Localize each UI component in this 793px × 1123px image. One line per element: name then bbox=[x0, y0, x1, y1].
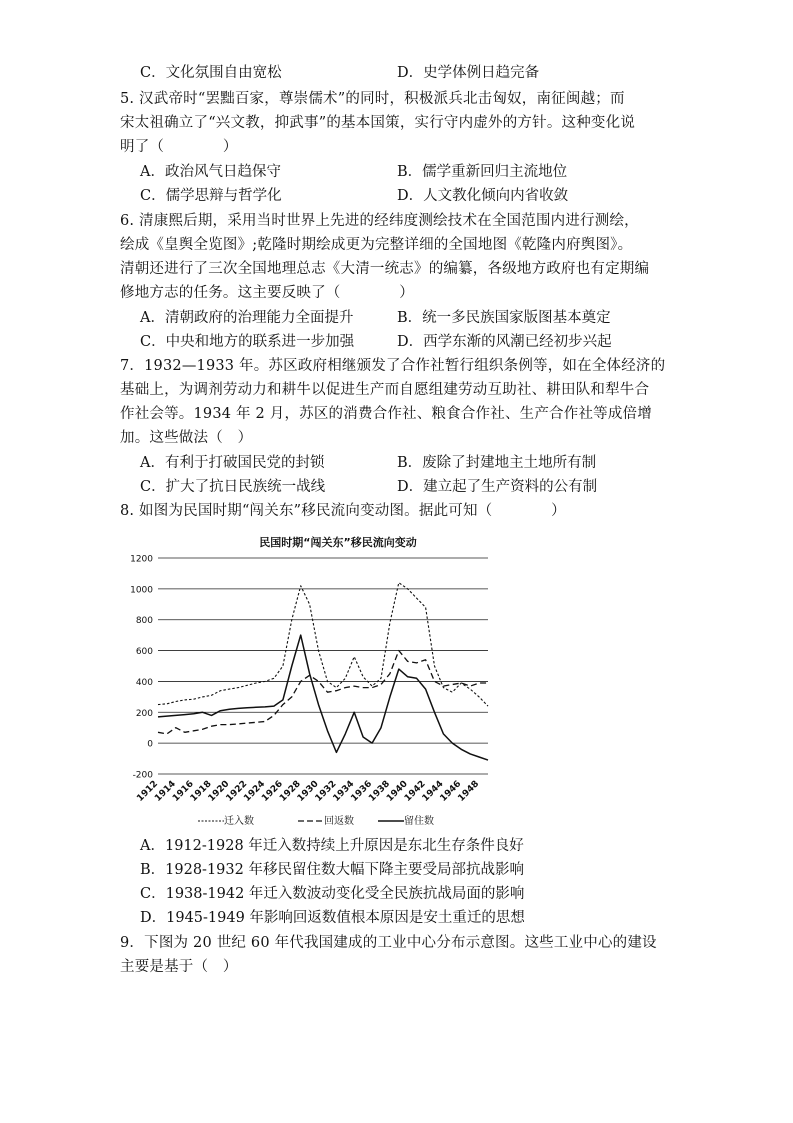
x-tick-label: 1932 bbox=[313, 779, 339, 804]
chart-title: 民国时期“闯关东”移民流向变动 bbox=[259, 536, 417, 549]
series-line-2 bbox=[158, 635, 488, 760]
x-tick-label: 1940 bbox=[385, 779, 410, 804]
x-tick-label: 1944 bbox=[420, 779, 446, 804]
y-tick-label: 200 bbox=[135, 708, 153, 719]
q5-stem-line-1: 5. 汉武帝时“罢黜百家，尊崇儒术”的同时，积极派兵北击匈奴，南征闽越；而 bbox=[120, 91, 625, 107]
q6-stem-line-4: 修地方志的任务。这主要反映了（ ） bbox=[120, 285, 414, 301]
x-tick-label: 1920 bbox=[206, 779, 232, 804]
chart-gridlines bbox=[158, 558, 488, 774]
q8-option-b: B．1928-1932 年移民留住数大幅下降主要受局部抗战影响 bbox=[140, 862, 524, 878]
legend-label-stay: 留住数 bbox=[404, 816, 434, 827]
y-tick-label: 400 bbox=[135, 677, 153, 688]
q8-stem: 8. 如图为民国时期“闯关东”移民流向变动图。据此可知（ ） bbox=[120, 503, 566, 519]
legend-swatch-stay bbox=[378, 818, 404, 824]
chart-y-axis bbox=[130, 555, 153, 781]
x-tick-label: 1916 bbox=[171, 779, 196, 804]
q4-option-c: C．文化氛围自由宽松 bbox=[140, 65, 282, 81]
q5-stem-line-3: 明了（ ） bbox=[120, 139, 238, 155]
q7-stem-line-2: 基础上，为调剂劳动力和耕牛以促进生产而自愿组建劳动互助社、耕田队和犁牛合 bbox=[120, 382, 650, 398]
x-tick-label: 1924 bbox=[242, 779, 268, 804]
y-tick-label: -200 bbox=[132, 770, 153, 781]
q7-stem-line-1: 7．1932—1933 年。苏区政府相继颁发了合作社暂行组织条例等，如在全体经济的 bbox=[120, 358, 666, 374]
x-tick-label: 1934 bbox=[331, 779, 357, 804]
legend-item-stay bbox=[378, 812, 434, 827]
q7-option-d: D．建立起了生产资料的公有制 bbox=[397, 479, 598, 495]
q6-stem-line-1: 6. 清康熙后期，采用当时世界上先进的经纬度测绘技术在全国范围内进行测绘， bbox=[120, 213, 639, 229]
q7-option-b: B．废除了封建地主土地所有制 bbox=[397, 455, 597, 471]
x-tick-label: 1912 bbox=[135, 779, 161, 804]
y-tick-label: 0 bbox=[147, 739, 153, 750]
q8-option-d: D．1945-1949 年影响回返数值根本原因是安土重迁的思想 bbox=[140, 910, 525, 926]
q7-option-c: C．扩大了抗日民族统一战线 bbox=[140, 479, 326, 495]
q8-option-c: C．1938-1942 年迁入数波动变化受全民族抗战局面的影响 bbox=[140, 886, 525, 902]
legend-swatch-return bbox=[298, 818, 324, 824]
q6-option-d: D．西学东渐的风潮已经初步兴起 bbox=[397, 334, 612, 350]
x-tick-label: 1918 bbox=[188, 779, 214, 804]
y-tick-label: 1200 bbox=[130, 554, 153, 565]
q5-option-b: B．儒学重新回归主流地位 bbox=[397, 164, 568, 180]
q6-stem-line-3: 清朝还进行了三次全国地理总志《大清一统志》的编纂，各级地方政府也有定期编 bbox=[120, 261, 650, 277]
x-tick-label: 1942 bbox=[402, 779, 428, 804]
y-tick-label: 600 bbox=[135, 647, 153, 658]
migration-line-chart bbox=[118, 530, 498, 830]
y-tick-label: 1000 bbox=[130, 585, 153, 596]
x-tick-label: 1926 bbox=[260, 779, 285, 804]
y-tick-label: 800 bbox=[135, 616, 153, 627]
legend-label-return: 回返数 bbox=[324, 816, 354, 827]
q7-stem-line-3: 作社会等。1934 年 2 月，苏区的消费合作社、粮食合作社、生产合作社等成倍增 bbox=[120, 406, 652, 422]
q6-option-a: A．清朝政府的治理能力全面提升 bbox=[140, 310, 354, 326]
x-tick-label: 1930 bbox=[295, 779, 321, 804]
legend-swatch-inflow bbox=[198, 818, 224, 824]
q8-option-a: A．1912-1928 年迁入数持续上升原因是东北生存条件良好 bbox=[140, 838, 524, 854]
x-tick-label: 1946 bbox=[438, 779, 464, 804]
q5-option-d: D．人文教化倾向内省收敛 bbox=[397, 188, 569, 204]
q5-stem-line-2: 宋太祖确立了“兴文教，抑武事”的基本国策，实行守内虚外的方针。这种变化说 bbox=[120, 115, 636, 131]
q9-stem-line-1: 9．下图为 20 世纪 60 年代我国建成的工业中心分布示意图。这些工业中心的建设 bbox=[120, 935, 657, 951]
legend-item-return bbox=[298, 812, 354, 827]
legend-item-inflow bbox=[198, 812, 254, 827]
q6-option-b: B．统一多民族国家版图基本奠定 bbox=[397, 310, 611, 326]
q7-stem-line-4: 加。这些做法（ ） bbox=[120, 430, 253, 446]
q5-option-c: C．儒学思辩与哲学化 bbox=[140, 188, 282, 204]
chart-series bbox=[158, 583, 488, 760]
chart-x-axis bbox=[135, 779, 481, 804]
legend-label-inflow: 迁入数 bbox=[224, 816, 254, 827]
q4-option-d: D．史学体例日趋完备 bbox=[397, 65, 540, 81]
x-tick-label: 1914 bbox=[153, 779, 178, 804]
x-tick-label: 1928 bbox=[278, 779, 303, 804]
q5-option-a: A．政治风气日趋保守 bbox=[140, 164, 281, 180]
q9-stem-line-2: 主要是基于（ ） bbox=[120, 959, 238, 975]
q6-option-c: C．中央和地方的联系进一步加强 bbox=[140, 334, 355, 350]
q6-stem-line-2: 绘成《皇舆全览图》;乾隆时期绘成更为完整详细的全国地图《乾隆内府舆图》。 bbox=[120, 237, 633, 253]
x-tick-label: 1922 bbox=[224, 779, 250, 804]
x-tick-label: 1936 bbox=[349, 779, 375, 804]
x-tick-label: 1938 bbox=[367, 779, 393, 804]
x-tick-label: 1948 bbox=[456, 779, 482, 804]
q7-option-a: A．有利于打破国民党的封锁 bbox=[140, 455, 325, 471]
